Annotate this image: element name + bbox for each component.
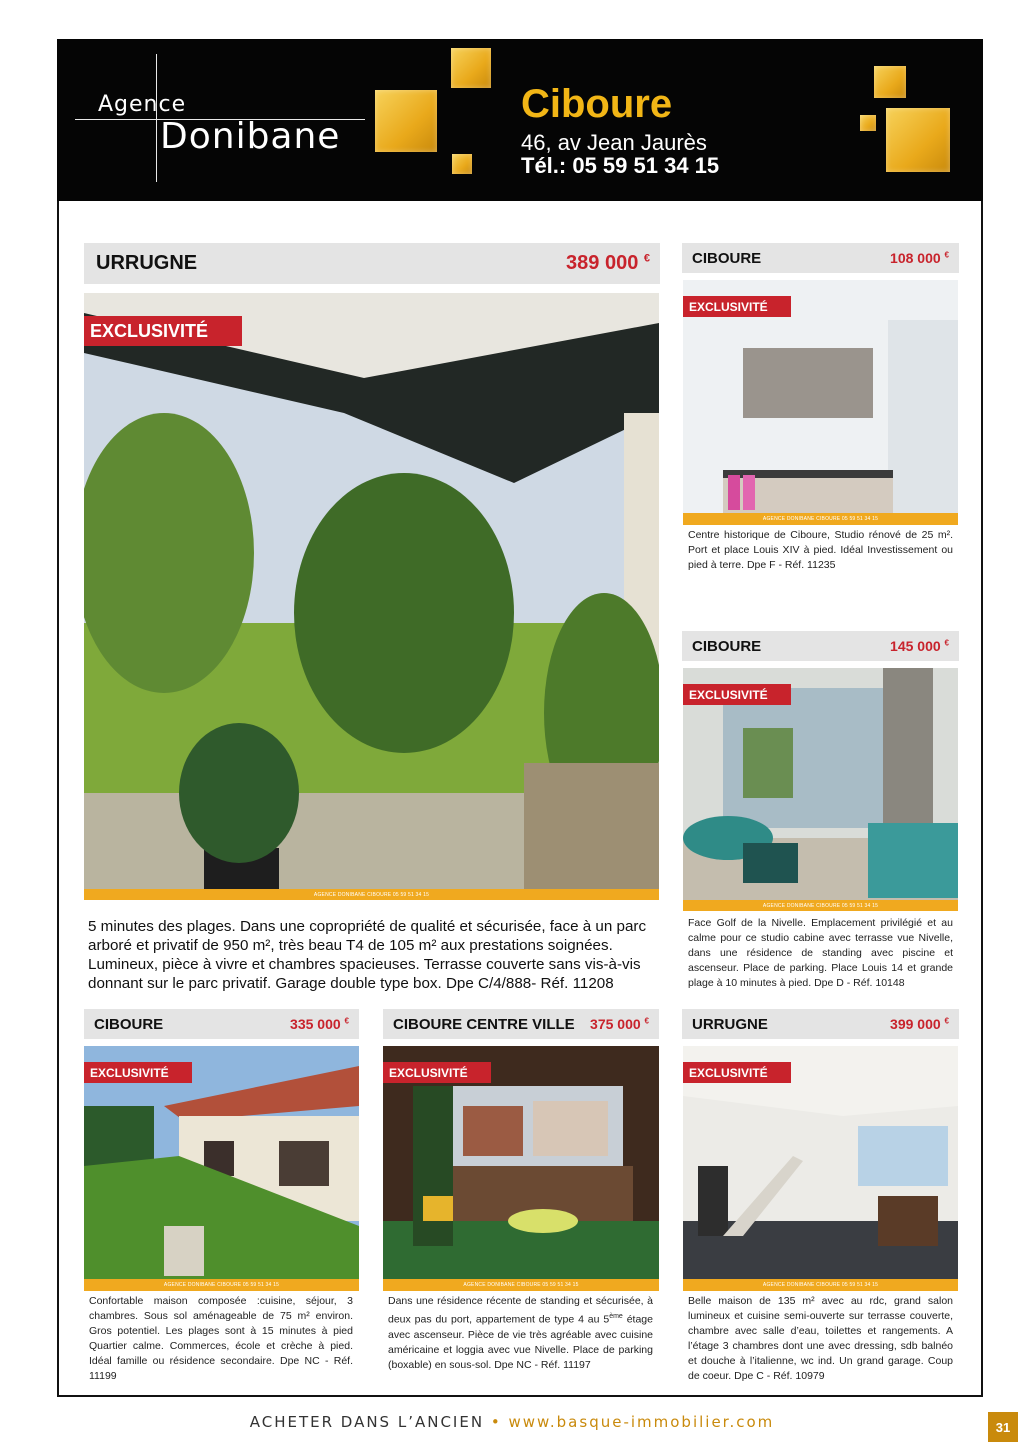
listing-price: 335 000 € (290, 1016, 349, 1032)
listing-city: CIBOURE CENTRE VILLE (393, 1015, 575, 1033)
listing-description: Belle maison de 135 m² avec au rdc, grand salon lumineux et cuisine semi-ouverte sur terrasse couverte, chambre avec salle d’eau, toilettes et rangements. A l’étage 3 chambres dont une avec dressing, sdb balnéo et douche à l’italienne, wc ind. Un grand garage. Coup de coeur. Dpe C - Réf. 10979 (688, 1295, 953, 1382)
photo-credit-strip: AGENCE DONIBANE CIBOURE 05 59 51 34 15 (683, 1279, 958, 1291)
listing-description: Centre historique de Ciboure, Studio rénové de 25 m². Port et place Louis XIV à pied. Idéal Investissement ou pied à terre. Dpe F - Réf. 11235 (688, 529, 953, 571)
logo-square-small (452, 154, 472, 174)
listing-city: CIBOURE (692, 249, 762, 267)
agency-address: 46, av Jean Jaurès (521, 130, 707, 155)
logo-square-top (451, 48, 491, 88)
page-number: 31 (988, 1412, 1018, 1442)
listing-description: Face Golf de la Nivelle. Emplacement privilégié et au calme pour ce studio cabine avec terrasse vue Nivelle, dans une résidence de standing avec piscine et ascenseur. Place de parking. Place Louis 14 et grande plage à 10 minutes à pied. Dpe D - Réf. 10148 (688, 917, 953, 989)
listing-description: 5 minutes des plages. Dans une copropriété de qualité et sécurisée, face à un parc arboré et privatif de 950 m², très beau T4 de 105 m² aux prestations soignées. Lumineux, pièce à vivre et chambres spacieuses. Terrasse couverte sans vis-à-vis donnant sur le parc privatif. Garage double type box. Dpe C/4/888- Réf. 11208 (88, 918, 647, 992)
listing-photo[interactable] (683, 280, 958, 525)
exclusivity-badge: EXCLUSIVITÉ (84, 1062, 192, 1083)
listing-photo[interactable] (683, 668, 958, 911)
photo-credit-strip: AGENCE DONIBANE CIBOURE 05 59 51 34 15 (84, 1279, 359, 1291)
listing-description: Confortable maison composée :cuisine, séjour, 3 chambres. Sous sol aménageable de 75 m² environ. Gros potentiel. Les plages sont à 15 minutes à pied Quartier calme. Commerces, école et crèche à pied. Idéal famille ou résidence secondaire. Dpe NC - Réf. 11199 (89, 1295, 353, 1382)
listing-title-bar (682, 631, 959, 661)
listing-description: Dans une résidence récente de standing et sécurisée, à deux pas du port, appartement de type 4 au 5ème étage avec ascenseur. Pièce de vie très agréable avec cuisine américaine et loggia avec vue Nivelle. Place de parking (boxable) en sous-sol. Dpe NC - Réf. 11197 (388, 1295, 653, 1371)
page-footer (0, 1413, 1024, 1431)
listing-city: CIBOURE (94, 1015, 164, 1033)
exclusivity-badge: EXCLUSIVITÉ (683, 684, 791, 705)
listing-photo[interactable] (84, 293, 659, 900)
exclusivity-badge: EXCLUSIVITÉ (84, 316, 242, 346)
listing-title-bar (84, 1009, 359, 1039)
photo-credit-strip: AGENCE DONIBANE CIBOURE 05 59 51 34 15 (683, 900, 958, 911)
agency-phone: Tél.: 05 59 51 34 15 (521, 153, 720, 178)
listing-city: CIBOURE (692, 637, 762, 655)
listing-city: URRUGNE (96, 252, 198, 274)
decor-square-3 (860, 115, 876, 131)
agency-city: Ciboure (521, 82, 673, 126)
exclusivity-badge: EXCLUSIVITÉ (383, 1062, 491, 1083)
exclusivity-badge: EXCLUSIVITÉ (683, 296, 791, 317)
listing-photo[interactable] (683, 1046, 958, 1291)
logo-agence-text: Agence (98, 92, 187, 117)
footer-website-link[interactable]: www.basque-immobilier.com (508, 1413, 775, 1431)
listing-title-bar (682, 1009, 959, 1039)
logo-square-large (375, 90, 437, 152)
footer-section-title: ACHETER DANS L’ANCIEN (249, 1413, 485, 1431)
listing-title-bar (383, 1009, 659, 1039)
listing-price: 389 000 € (566, 252, 650, 274)
listing-photo[interactable] (84, 1046, 359, 1291)
photo-credit-strip: AGENCE DONIBANE CIBOURE 05 59 51 34 15 (84, 889, 659, 900)
listing-price: 145 000 € (890, 638, 949, 654)
decor-square-2 (886, 108, 950, 172)
listing-title-bar (84, 243, 660, 284)
logo-divider-vertical (156, 54, 157, 182)
listing-city: URRUGNE (692, 1015, 768, 1033)
listing-price: 399 000 € (890, 1016, 949, 1032)
listing-photo[interactable] (383, 1046, 659, 1291)
photo-credit-strip: AGENCE DONIBANE CIBOURE 05 59 51 34 15 (383, 1279, 659, 1291)
photo-credit-strip: AGENCE DONIBANE CIBOURE 05 59 51 34 15 (683, 513, 958, 525)
decor-square-1 (874, 66, 906, 98)
logo-donibane-text: Donibane (160, 116, 341, 157)
listing-price: 108 000 € (890, 250, 949, 266)
listing-title-bar (682, 243, 959, 273)
listing-price: 375 000 € (590, 1016, 649, 1032)
footer-separator: • (490, 1413, 502, 1431)
exclusivity-badge: EXCLUSIVITÉ (683, 1062, 791, 1083)
